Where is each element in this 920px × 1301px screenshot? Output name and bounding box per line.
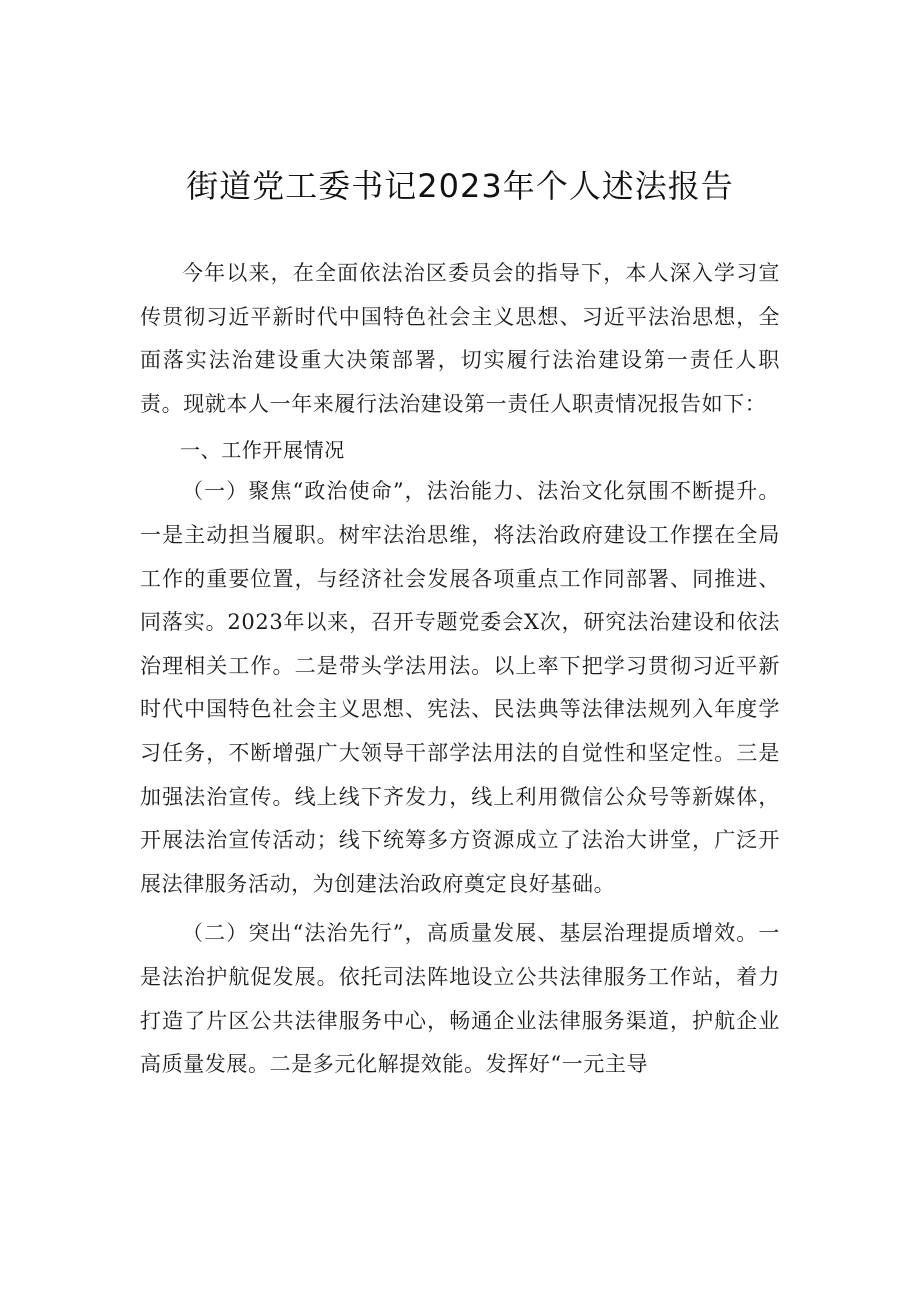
section-heading-1: 一、工作开展情况 [180, 438, 345, 463]
document-body [140, 252, 780, 1087]
intro-paragraph: 今年以来，在全面依法治区委员会的指导下，本人深入学习宣传贯彻习近平新时代中国特色社会主义思想、习近平法治思想，全面落实法治建设重大决策部署，切实履行法治建设第一责任人职责。现就本人一年来履行法治建设第一责任人职责情况报告如下： [140, 261, 780, 416]
paragraph-2: （二）突出“法治先行”，高质量发展、基层治理提质增效。一是法治护航促发展。依托司法阵地设立公共法律服务工作站，着力打造了片区公共法律服务中心，畅通企业法律服务渠道，护航企业高质量发展。二是多元化解提效能。发挥好“一元主导 [140, 921, 780, 1077]
paragraph-1: （一）聚焦“政治使命”，法治能力、法治文化氛围不断提升。一是主动担当履职。树牢法治思维，将法治政府建设工作摆在全局工作的重要位置，与经济社会发展各项重点工作同部署、同推进、同落实。2023年以来，召开专题党委会X次，研究法治建设和依法治理相关工作。二是带头学法用法。以上率下把学习贯彻习近平新时代中国特色社会主义思想、宪法、民法典等法律法规列入年度学习任务，不断增强广大领导干部学法用法的自觉性和坚定性。三是加强法治宣传。线上线下齐发力，线上利用微信公众号等新媒体，开展法治宣传活动；线下统筹多方资源成立了法治大讲堂，广泛开展法律服务活动，为创建法治政府奠定良好基础。 [140, 479, 780, 896]
document-title: 街道党工委书记2023年个人述法报告 [186, 167, 734, 205]
